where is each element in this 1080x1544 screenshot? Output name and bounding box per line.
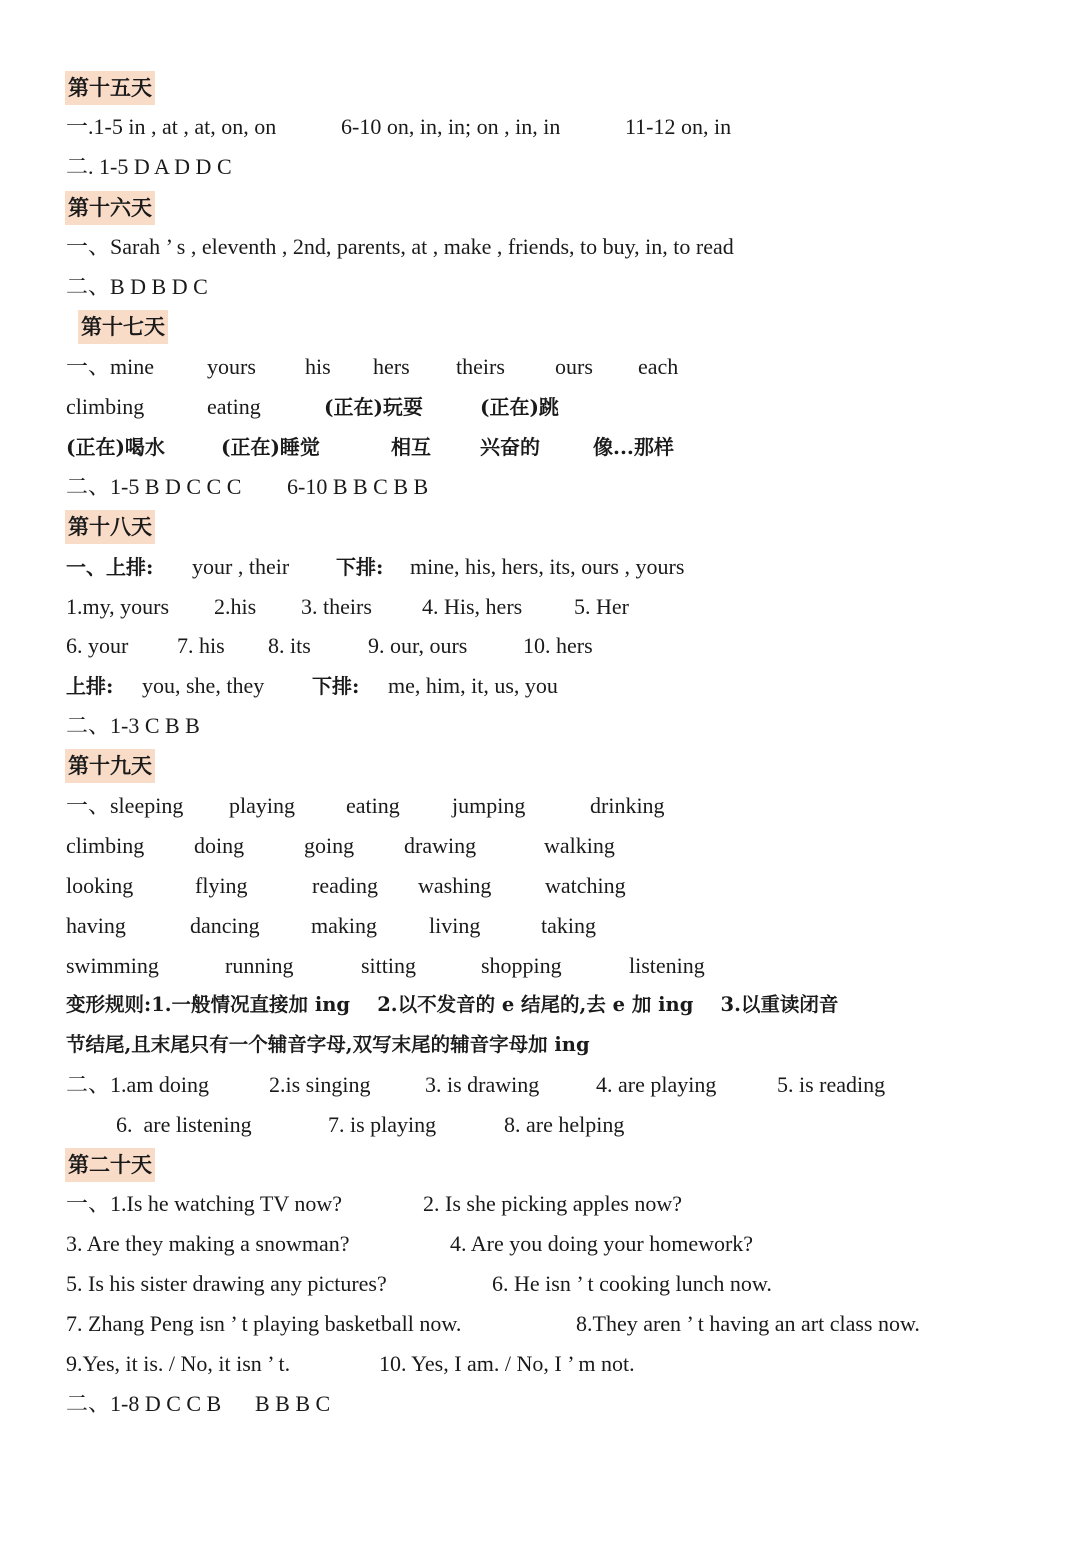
answer-text: (正在)跳 (480, 395, 559, 419)
answer-text: jumping (452, 793, 526, 818)
answer-text: each (638, 354, 679, 379)
answer-text: 下排: (336, 555, 384, 579)
answer-text: 上排: (66, 674, 114, 698)
answer-text: sitting (361, 953, 417, 978)
day17-line4 (66, 467, 429, 507)
answer-text: 8.They aren ’ t having an art class now. (576, 1311, 920, 1336)
day16-line2: 二、B D B D C (66, 274, 208, 299)
answer-text: 一.1-5 in , at , at, on, on (66, 114, 277, 139)
day20-line2 (66, 1224, 754, 1264)
answer-text: playing (229, 793, 295, 818)
answer-text: hers (373, 354, 410, 379)
answer-text: 兴奋的 (480, 435, 540, 459)
answer-text: looking (66, 873, 134, 898)
section-heading-day18: 第十八天 (65, 510, 155, 544)
answer-text: 10. hers (523, 633, 593, 658)
day18-line3 (66, 626, 593, 666)
section-heading-day20: 第二十天 (65, 1148, 155, 1182)
answer-text: 6-10 B B C B B (287, 474, 429, 499)
day19-row5 (66, 946, 705, 986)
answer-text: going (304, 833, 355, 858)
day19-part2-line1 (66, 1065, 886, 1105)
answer-text: (正在)睡觉 (221, 435, 320, 459)
answer-text: 1.my, yours (66, 594, 170, 619)
day17-line1 (66, 347, 679, 387)
answer-text: 相互 (391, 435, 431, 459)
day17-line2 (66, 387, 559, 427)
day19-rule-line1: 变形规则:1.一般情况直接加 ing 2.以不发音的 e 结尾的,去 e 加 ing 3.以重读闭音 (66, 993, 839, 1016)
answer-text: 二、1.am doing (66, 1072, 209, 1097)
answer-text: 2.his (214, 594, 257, 619)
answer-text: 一、sleeping (66, 793, 184, 818)
answer-text: dancing (190, 913, 260, 938)
answer-text: 6. are listening (116, 1112, 252, 1137)
answer-text: 10. Yes, I am. / No, I ’ m not. (379, 1351, 635, 1376)
day19-row3 (66, 866, 626, 906)
answer-text: 3. is drawing (425, 1072, 540, 1097)
day20-line6 (66, 1384, 331, 1424)
answer-text: ours (555, 354, 593, 379)
answer-text: eating (346, 793, 400, 818)
answer-text: your , their (192, 554, 290, 579)
answer-text: theirs (456, 354, 505, 379)
answer-text: 3. Are they making a snowman? (66, 1231, 350, 1256)
answer-text: 一、1.Is he watching TV now? (66, 1191, 342, 1216)
answer-text: taking (541, 913, 596, 938)
answer-text: living (429, 913, 481, 938)
answer-text: B B B C (255, 1391, 331, 1416)
answer-text: walking (544, 833, 615, 858)
answer-text: drinking (590, 793, 665, 818)
answer-text: climbing (66, 394, 145, 419)
answer-text: 一、上排: (66, 555, 154, 579)
answer-text: 4. Are you doing your homework? (450, 1231, 754, 1256)
day20-line3 (66, 1264, 772, 1304)
answer-text: 二、1-8 D C C B (66, 1391, 222, 1416)
answer-text: drawing (404, 833, 477, 858)
answer-text: 6. your (66, 633, 129, 658)
day20-line1 (66, 1184, 683, 1224)
answer-text: 11-12 on, in (625, 114, 732, 139)
answer-text: 二、1-5 B D C C C (66, 474, 242, 499)
answer-text: watching (545, 873, 626, 898)
answer-text: me, him, it, us, you (388, 673, 558, 698)
answer-text: 9. our, ours (368, 633, 468, 658)
answer-text: 7. is playing (328, 1112, 437, 1137)
answer-text: 7. his (177, 633, 225, 658)
day19-rule-line2: 节结尾,且末尾只有一个辅音字母,双写末尾的辅音字母加 ing (66, 1033, 590, 1056)
day19-row1 (66, 786, 665, 826)
answer-text: (正在)喝水 (66, 435, 165, 459)
answer-text: flying (195, 873, 248, 898)
answer-text: 5. Is his sister drawing any pictures? (66, 1271, 387, 1296)
answer-text: his (305, 354, 331, 379)
answer-text: doing (194, 833, 245, 858)
day19-row4 (66, 906, 596, 946)
day18-line4 (66, 666, 558, 706)
day19-part2-line2 (66, 1105, 625, 1145)
answer-text: 4. His, hers (422, 594, 523, 619)
answer-text: swimming (66, 953, 159, 978)
section-heading-day16: 第十六天 (65, 191, 155, 225)
day18-line1 (66, 547, 685, 587)
answer-text: 下排: (312, 674, 360, 698)
answer-text: 8. its (268, 633, 311, 658)
answer-text: 8. are helping (504, 1112, 625, 1137)
answer-text: 5. is reading (777, 1072, 886, 1097)
answer-text: making (311, 913, 377, 938)
answer-text: 3. theirs (301, 594, 372, 619)
answer-text: 6-10 on, in, in; on , in, in (341, 114, 561, 139)
answer-text: 9.Yes, it is. / No, it isn ’ t. (66, 1351, 291, 1376)
section-heading-day15: 第十五天 (65, 71, 155, 105)
day17-line3 (66, 427, 674, 467)
day18-line2 (66, 587, 629, 627)
day18-line5: 二、1-3 C B B (66, 713, 200, 738)
answer-text: (正在)玩耍 (324, 395, 423, 419)
answer-text: 2. Is she picking apples now? (423, 1191, 683, 1216)
answer-text: mine, his, hers, its, ours , yours (410, 554, 685, 579)
answer-text: 5. Her (574, 594, 629, 619)
day19-row2 (66, 826, 615, 866)
day15-line1 (66, 107, 732, 147)
answer-text: washing (418, 873, 492, 898)
answer-text: listening (629, 953, 705, 978)
answer-text: having (66, 913, 126, 938)
answer-text: reading (312, 873, 378, 898)
answer-text: shopping (481, 953, 562, 978)
answer-text: 像...那样 (593, 435, 674, 459)
answer-text: climbing (66, 833, 145, 858)
answer-text: 2.is singing (269, 1072, 371, 1097)
answer-text: 一、mine (66, 354, 154, 379)
answer-text: running (225, 953, 294, 978)
section-heading-day17: 第十七天 (78, 310, 168, 344)
day20-line5 (66, 1344, 635, 1384)
answer-text: 4. are playing (596, 1072, 717, 1097)
answer-text: eating (207, 394, 261, 419)
day20-line4 (66, 1304, 920, 1344)
answer-text: 7. Zhang Peng isn ’ t playing basketball now. (66, 1311, 462, 1336)
answer-text: yours (207, 354, 256, 379)
answer-text: 6. He isn ’ t cooking lunch now. (492, 1271, 772, 1296)
day16-line1: 一、Sarah ’ s , eleventh , 2nd, parents, at , make , friends, to buy, in, to read (66, 234, 734, 259)
section-heading-day19: 第十九天 (65, 749, 155, 783)
answer-text: you, she, they (142, 673, 265, 698)
day15-line2: 二. 1-5 D A D D C (66, 154, 232, 179)
